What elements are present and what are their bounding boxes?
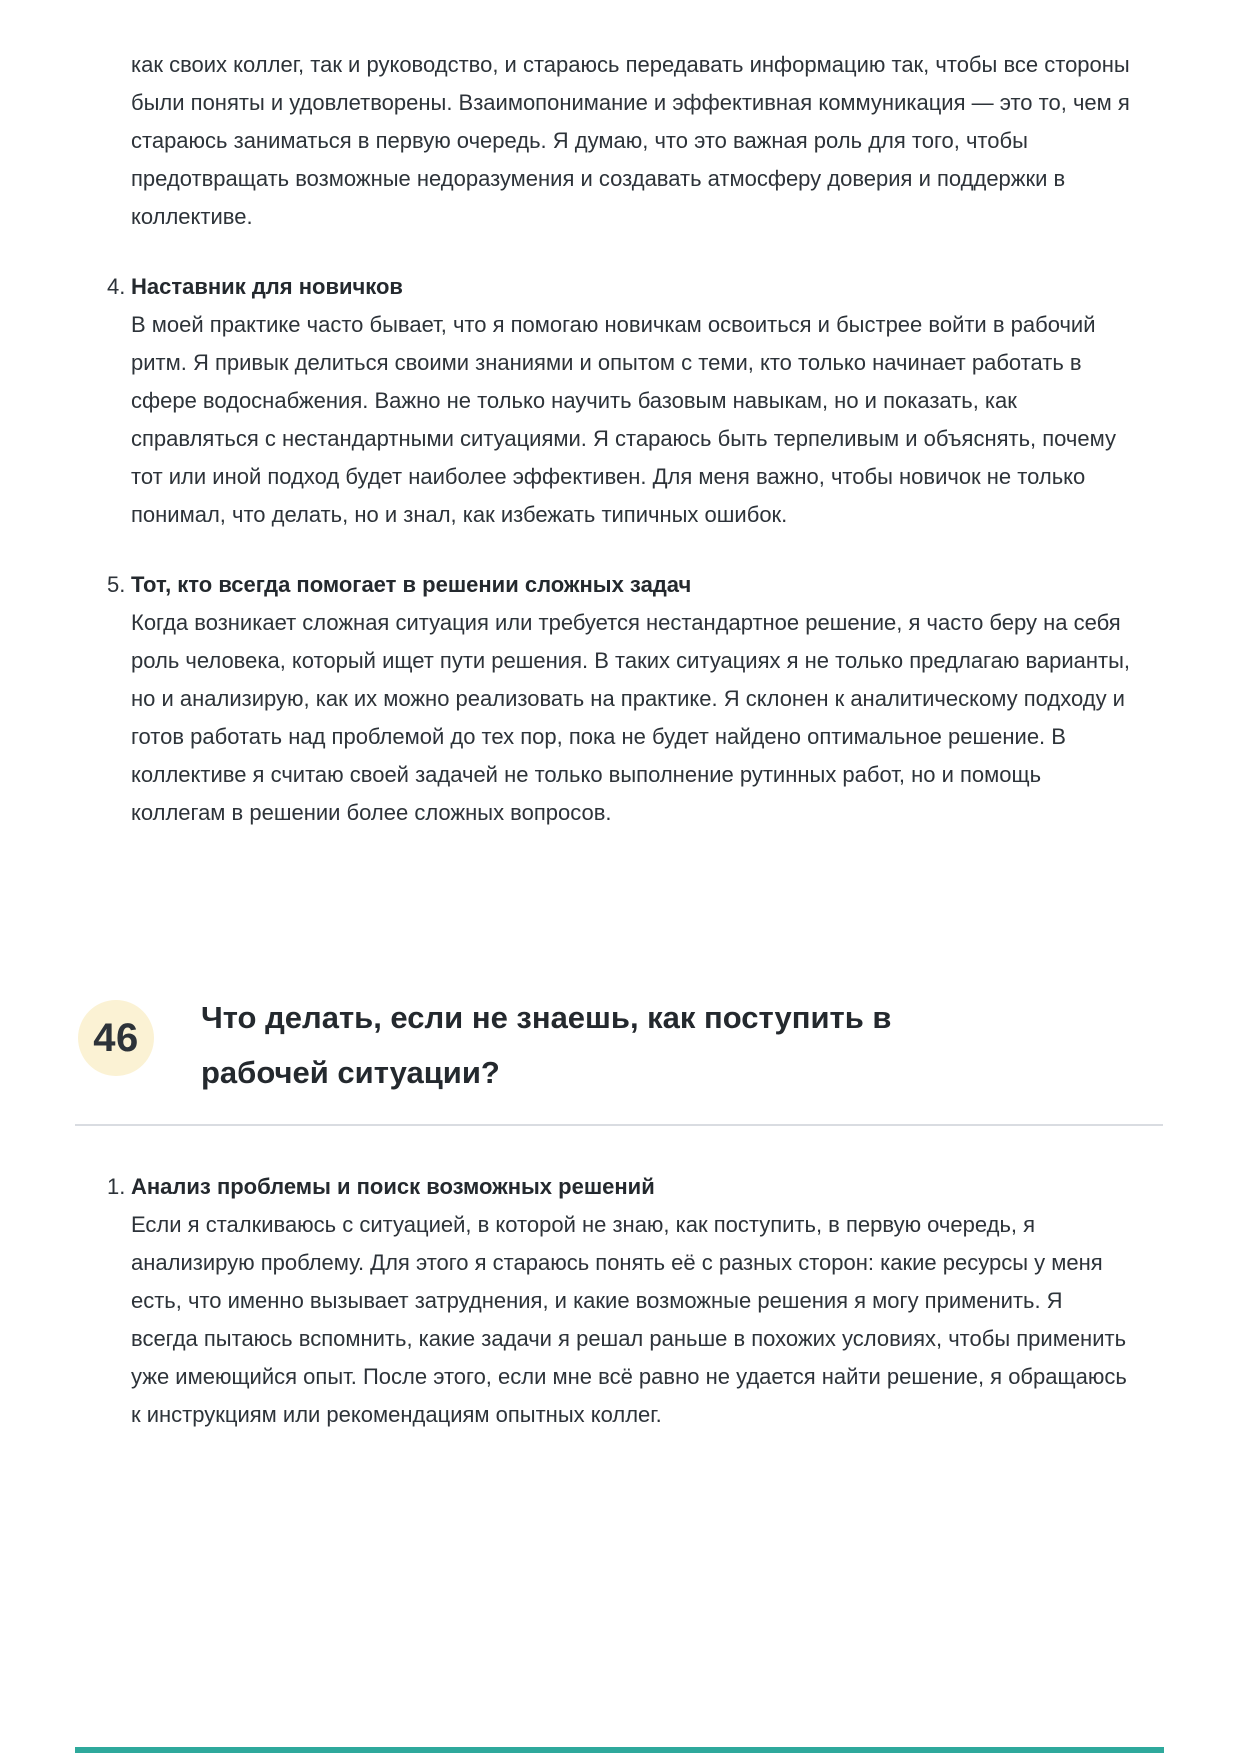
item-content — [131, 566, 1135, 832]
item-body: В моей практике часто бывает, что я помогаю новичкам освоиться и быстрее войти в рабочий ритм. Я привык делиться своими знаниями и опытом с теми, кто только начинает работать в сфере водоснабжения. Важно не только научить базовым навыкам, но и показать, как справляться с нестандартными ситуациями. Я стараюсь быть терпеливым и объяснять, почему тот или иной подход будет наиболее эффективен. Для меня важно, чтобы новичок не только понимал, что делать, но и знал, как избежать типичных ошибок. — [131, 312, 1117, 527]
list-item — [107, 268, 1135, 534]
question-number-badge — [78, 1000, 154, 1076]
item-number: 1. — [107, 1174, 126, 1199]
item-body: Когда возникает сложная ситуация или требуется нестандартное решение, я часто беру на себя роль человека, который ищет пути решения. В таких ситуациях я не только предлагаю варианты, но и анализирую, как их можно реализовать на практике. Я склонен к аналитическому подходу и готов работать над проблемой до тех пор, пока не будет найдено оптимальное решение. В коллективе я считаю своей задачей не только выполнение рутинных работ, но и помощь коллегам в решении более сложных вопросов. — [131, 610, 1131, 825]
question-number: 46 — [93, 1015, 139, 1060]
next-section-accent-bar — [75, 1747, 1164, 1753]
item-content — [131, 268, 1135, 534]
item-content — [131, 1168, 1135, 1434]
answers-list — [107, 1168, 1135, 1434]
section-divider — [75, 1124, 1163, 1126]
item-title: Наставник для новичков — [131, 274, 403, 299]
list-item — [107, 1168, 1135, 1434]
list-item — [107, 566, 1135, 832]
item-title: Тот, кто всегда помогает в решении сложных задач — [131, 572, 692, 597]
question-title: Что делать, если не знаешь, как поступить в рабочей ситуации? — [201, 1000, 892, 1090]
item-body: Если я сталкиваюсь с ситуацией, в которой не знаю, как поступить, в первую очередь, я анализирую проблему. Для этого я стараюсь понять её с разных сторон: какие ресурсы у меня есть, что именно вызывает затруднения, и какие возможные решения я могу применить. Я всегда пытаюсь вспомнить, какие задачи я решал раньше в похожих условиях, чтобы применить уже имеющийся опыт. После этого, если мне всё равно не удается найти решение, я обращаюсь к инструкциям или рекомендациям опытных коллег. — [131, 1212, 1127, 1427]
item-title: Анализ проблемы и поиск возможных решений — [131, 1174, 655, 1199]
question-section-header — [78, 990, 1135, 1100]
roles-list — [107, 268, 1135, 832]
continuation-paragraph: как своих коллег, так и руководство, и стараюсь передавать информацию так, чтобы все стороны были поняты и удовлетворены. Взаимопонимание и эффективная коммуникация — это то, чем я стараюсь заниматься в первую очередь. Я думаю, что это важная роль для того, чтобы предотвращать возможные недоразумения и создавать атмосферу доверия и поддержки в коллективе. — [131, 52, 1130, 229]
item-number: 5. — [107, 572, 126, 597]
item-number: 4. — [107, 274, 126, 299]
